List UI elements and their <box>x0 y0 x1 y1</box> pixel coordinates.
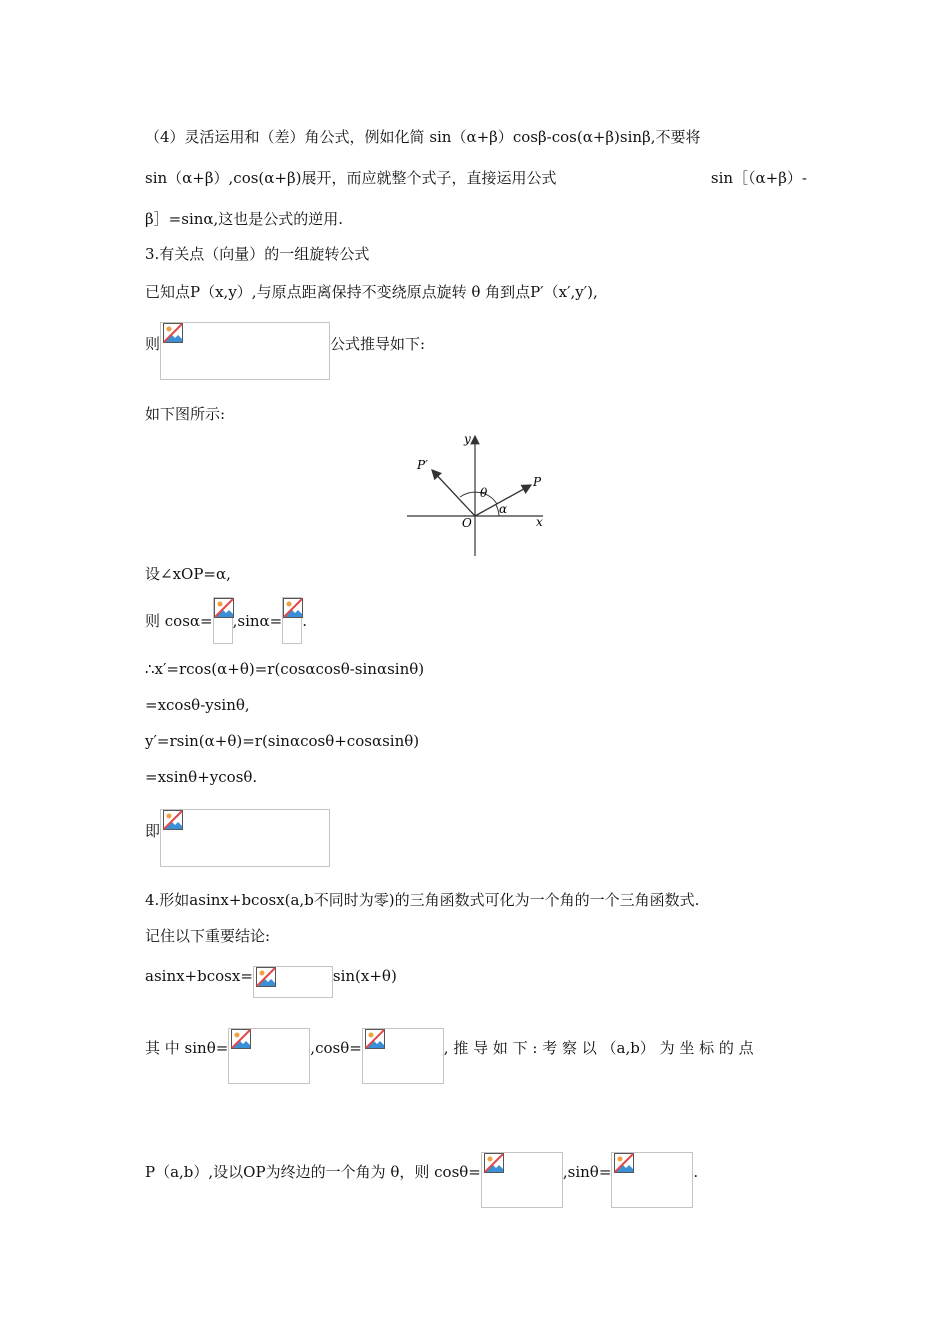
eq-y-result: =xsinθ+ycosθ. <box>145 768 258 786</box>
qizhong-row <box>145 1028 754 1084</box>
derive-label: 公式推导如下: <box>330 335 426 353</box>
cos-theta-label: ,cosθ= <box>310 1039 362 1057</box>
cos-theta-image <box>362 1028 444 1084</box>
formula-left: asinx+bcosx= <box>145 967 253 985</box>
para4-line2-b: sin［（α+β）- <box>710 169 807 187</box>
sin-theta-image <box>228 1028 310 1084</box>
sec4-title: 4.形如asinx+bcosx(a,b不同时为零)的三角函数式可化为一个角的一个三角函数式. <box>145 891 700 909</box>
broken-image-icon <box>256 967 276 987</box>
broken-image-icon <box>283 598 303 618</box>
label-y: y <box>464 432 471 446</box>
label-origin: O <box>462 516 472 530</box>
matrix-formula-image <box>160 809 330 867</box>
cos-alpha-image <box>213 597 233 644</box>
broken-image-icon <box>365 1029 385 1049</box>
label-alpha: α <box>499 502 508 516</box>
ze-label: 则 <box>145 335 161 353</box>
ji-label: 即 <box>145 822 161 840</box>
derive-consider-text: , 推 导 如 下 : 考 察 以 （a,b） 为 坐 标 的 点 <box>443 1039 754 1057</box>
label-x: x <box>536 515 543 529</box>
formula-right: sin(x+θ) <box>332 967 397 985</box>
label-theta: θ <box>480 486 488 500</box>
cos-sin-row <box>145 597 307 644</box>
auxiliary-angle-row <box>145 966 397 998</box>
point-p-row <box>145 1152 698 1208</box>
sin-theta-label-2: ,sinθ= <box>562 1163 612 1181</box>
rotation-diagram <box>405 430 550 557</box>
broken-image-icon <box>163 323 183 343</box>
rotation-formula-image <box>160 322 330 380</box>
sin-alpha-label: ,sinα= <box>232 612 283 630</box>
eq-y-prime: y′=rsin(α+θ)=r(sinαcosθ+cosαsinθ) <box>145 732 420 750</box>
ji-row <box>145 809 330 867</box>
eq-x-result: =xcosθ-ysinθ, <box>145 696 250 714</box>
label-p-prime: P′ <box>417 458 428 472</box>
qizhong-sin-label: 其 中 sinθ= <box>145 1039 229 1057</box>
label-p: P <box>533 475 542 489</box>
broken-image-icon <box>231 1029 251 1049</box>
broken-image-icon <box>163 810 183 830</box>
sqrt-image <box>253 966 333 998</box>
sin-theta-image-2 <box>611 1152 693 1208</box>
para4-line1: （4）灵活运用和（差）角公式，例如化简 sin（α+β）cosβ-cos(α+β)sinβ,不要将 <box>145 128 701 146</box>
para4-line3: β］=sinα,这也是公式的逆用. <box>145 210 344 228</box>
then-cos-label: 则 cosα= <box>145 612 213 630</box>
rotation-formula-row <box>145 322 425 380</box>
set-angle-text: 设∠xOP=α, <box>145 565 231 583</box>
broken-image-icon <box>214 598 234 618</box>
para4-line2 <box>145 168 807 188</box>
see-figure-text: 如下图所示: <box>145 405 226 423</box>
broken-image-icon <box>614 1153 634 1173</box>
final-period: . <box>693 1163 699 1181</box>
period: . <box>302 612 308 630</box>
point-p-text: P（a,b）,设以OP为终边的一个角为 θ，则 cosθ= <box>145 1163 481 1181</box>
cos-theta-image-2 <box>481 1152 563 1208</box>
eq-x-prime: ∴x′=rcos(α+θ)=r(cosαcosθ-sinαsinθ) <box>145 660 425 678</box>
sec3-title: 3.有关点（向量）的一组旋转公式 <box>145 245 370 263</box>
sin-alpha-image <box>282 597 302 644</box>
sec3-intro: 已知点P（x,y）,与原点距离保持不变绕原点旋转 θ 角到点P′（x′,y′), <box>145 283 598 301</box>
theta-arc <box>460 492 497 504</box>
remember-text: 记住以下重要结论: <box>145 927 271 945</box>
broken-image-icon <box>484 1153 504 1173</box>
para4-line2-a: sin（α+β）,cos(α+β)展开，而应就整个式子，直接运用公式 <box>145 169 557 187</box>
